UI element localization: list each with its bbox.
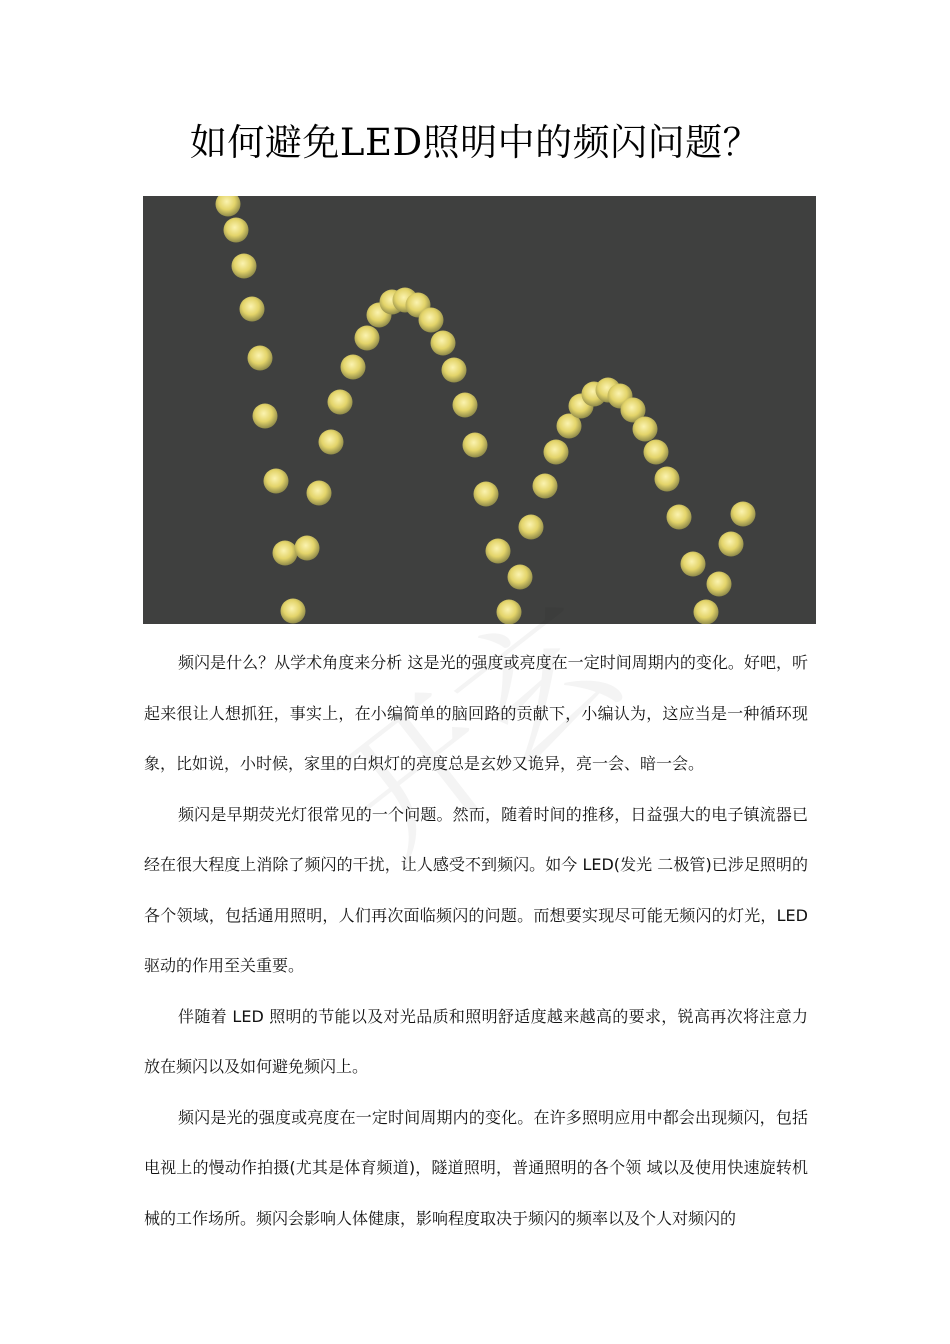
ball-19 (419, 308, 444, 333)
ball-13 (341, 355, 366, 380)
ball-14 (355, 326, 380, 351)
ball-8 (273, 541, 298, 566)
ball-22 (453, 393, 478, 418)
ball-20 (431, 331, 456, 356)
paragraph-3: 伴随着 LED 照明的节能以及对光品质和照明舒适度越来越高的要求，锐高再次将注意力放在频闪以及如何避免频闪上。 (144, 1006, 808, 1076)
ball-26 (497, 600, 522, 625)
ball-43 (707, 572, 732, 597)
ball-10 (307, 481, 332, 506)
ball-6 (253, 404, 278, 429)
paragraph-2: 频闪是早期荧光灯很常见的一个问题。然而，随着时间的推移，日益强大的电子镇流器已经在很大程度上消除了频闪的干扰，让人感受不到频闪。如今 LED(发光 二极管)已涉足照明的各个领域，包括通用照明，人们再次面临频闪的问题。而想要实现尽可能无频闪的灯光，LED 驱动的作用至关重要。 (144, 804, 808, 975)
paragraph-1: 频闪是什么？从学术角度来分析 这是光的强度或亮度在一定时间周期内的变化。好吧，听起来很让人想抓狂，事实上，在小编简单的脑回路的贡献下，小编认为，这应当是一种循环现象，比如说，小时候，家里的白炽灯的亮度总是玄妙又诡异，亮一会、暗一会。 (144, 653, 808, 773)
ball-23 (463, 433, 488, 458)
ball-5 (248, 346, 273, 371)
ball-30 (544, 440, 569, 465)
ball-27 (508, 565, 533, 590)
ball-42 (694, 600, 719, 625)
ball-37 (633, 417, 658, 442)
ball-9 (281, 599, 306, 624)
ball-25 (486, 539, 511, 564)
ball-21 (442, 358, 467, 383)
ball-44 (719, 532, 744, 557)
ball-41 (681, 552, 706, 577)
bouncing-ball-photo (143, 196, 816, 624)
ball-29 (533, 474, 558, 499)
ball-11 (319, 430, 344, 455)
ball-46 (295, 536, 320, 561)
ball-40 (667, 505, 692, 530)
ball-39 (655, 467, 680, 492)
ball-7 (264, 469, 289, 494)
paragraph-4: 频闪是光的强度或亮度在一定时间周期内的变化。在许多照明应用中都会出现频闪，包括电视上的慢动作拍摄(尤其是体育频道)，隧道照明，普通照明的各个领 域以及使用快速旋转机械的工作场所。频闪会影响人体健康，影响程度取决于频闪的频率以及个人对频闪的 (144, 1107, 808, 1228)
page-title: 如何避免LED照明中的频闪问题？ (189, 121, 761, 164)
ball-45 (731, 502, 756, 527)
ball-4 (240, 297, 265, 322)
ball-12 (328, 390, 353, 415)
ball-38 (644, 440, 669, 465)
ball-2 (224, 218, 249, 243)
ball-24 (474, 482, 499, 507)
ball-28 (519, 515, 544, 540)
ball-1 (216, 196, 241, 217)
article-body (144, 638, 808, 1244)
bouncing-ball-image (143, 196, 816, 624)
ball-3 (232, 254, 257, 279)
